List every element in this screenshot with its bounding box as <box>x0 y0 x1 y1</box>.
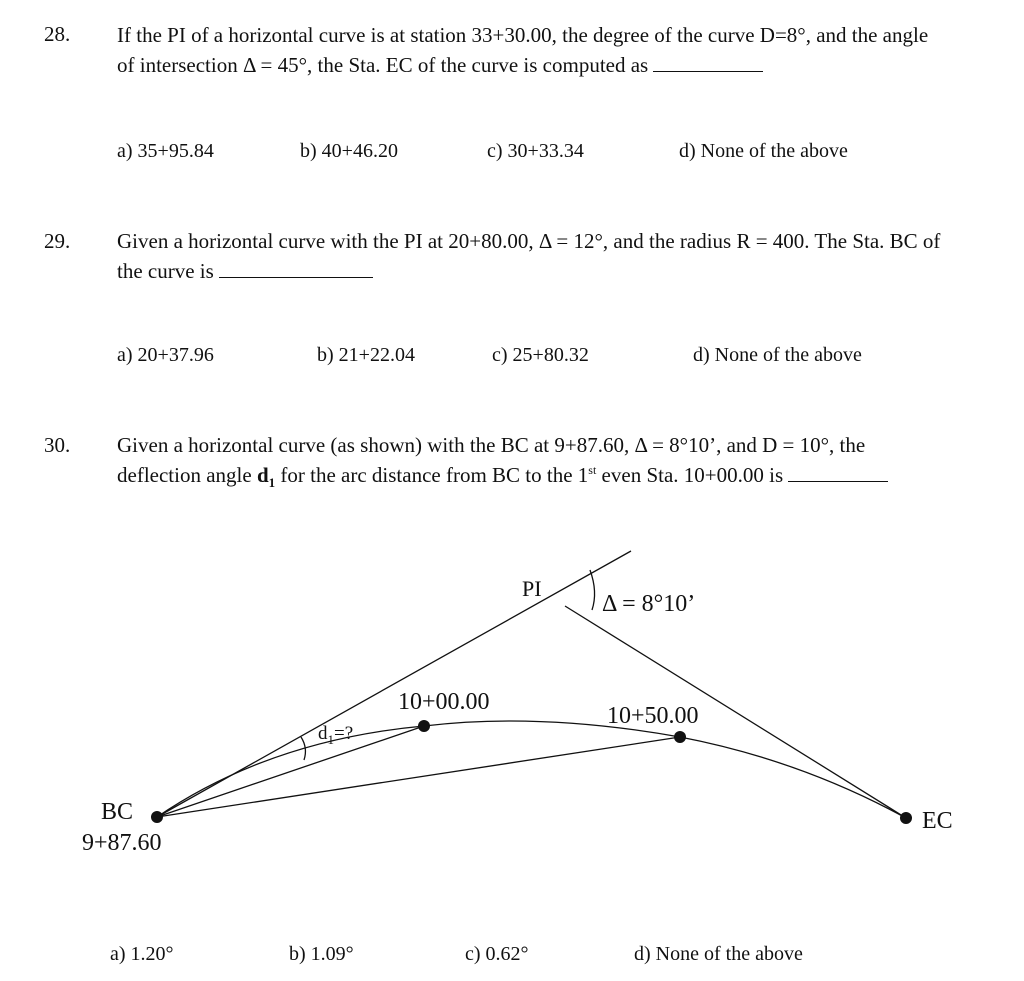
ec-label: EC <box>922 808 953 834</box>
question-30-line2: deflection angle $d_1$ for the arc distance from BC to the 1st even Sta. 10+00.00 is <box>117 460 997 490</box>
bc-station-label: 9+87.60 <box>82 830 162 856</box>
chord-bc-to-10-50 <box>157 737 680 817</box>
chord-bc-to-10-00 <box>157 726 424 817</box>
sta-10-50-point <box>674 731 686 743</box>
delta-label: Δ = 8°10’ <box>602 591 696 617</box>
question-29-line2: the curve is <box>117 256 997 286</box>
sta-10-00-label: 10+00.00 <box>398 689 490 715</box>
question-number-29: 29. <box>44 229 71 253</box>
d1-label: $d_1=$? <box>318 723 354 747</box>
option-30-c: c) 0.62° <box>465 943 529 965</box>
sta-10-00-point <box>418 720 430 732</box>
delta-angle-arc <box>590 570 595 610</box>
option-29-c: c) 25+80.32 <box>492 344 589 366</box>
bc-label: BC <box>101 799 134 825</box>
sta-10-50-label: 10+50.00 <box>607 703 699 729</box>
question-number-30: 30. <box>44 433 71 457</box>
option-28-c: c) 30+33.34 <box>487 140 584 162</box>
question-28-line1: If the PI of a horizontal curve is at station 33+30.00, the degree of the curve D=8°, and the angle <box>117 23 929 47</box>
curve-arc <box>157 721 906 818</box>
bc-point <box>151 811 163 823</box>
option-30-a: a) 1.20° <box>110 943 174 965</box>
option-28-a: a) 35+95.84 <box>117 140 214 162</box>
question-28-line2: of intersection Δ = 45°, the Sta. EC of the curve is computed as <box>117 50 997 80</box>
d1-symbol: $d_1$ <box>256 463 276 491</box>
question-number-28: 28. <box>44 22 71 46</box>
option-29-b: b) 21+22.04 <box>317 344 415 366</box>
question-29-line1: Given a horizontal curve with the PI at 20+80.00, Δ = 12°, and the radius R = 400. The Sta. BC of <box>117 229 941 253</box>
option-29-d: d) None of the above <box>693 344 862 366</box>
option-29-a: a) 20+37.96 <box>117 344 214 366</box>
pi-label: PI <box>522 576 542 601</box>
option-28-d: d) None of the above <box>679 140 848 162</box>
ec-point <box>900 812 912 824</box>
option-30-d: d) None of the above <box>634 943 803 965</box>
question-30-line1: Given a horizontal curve (as shown) with the BC at 9+87.60, Δ = 8°10’, and D = 10°, the <box>117 433 866 457</box>
option-30-b: b) 1.09° <box>289 943 354 965</box>
option-28-b: b) 40+46.20 <box>300 140 398 162</box>
